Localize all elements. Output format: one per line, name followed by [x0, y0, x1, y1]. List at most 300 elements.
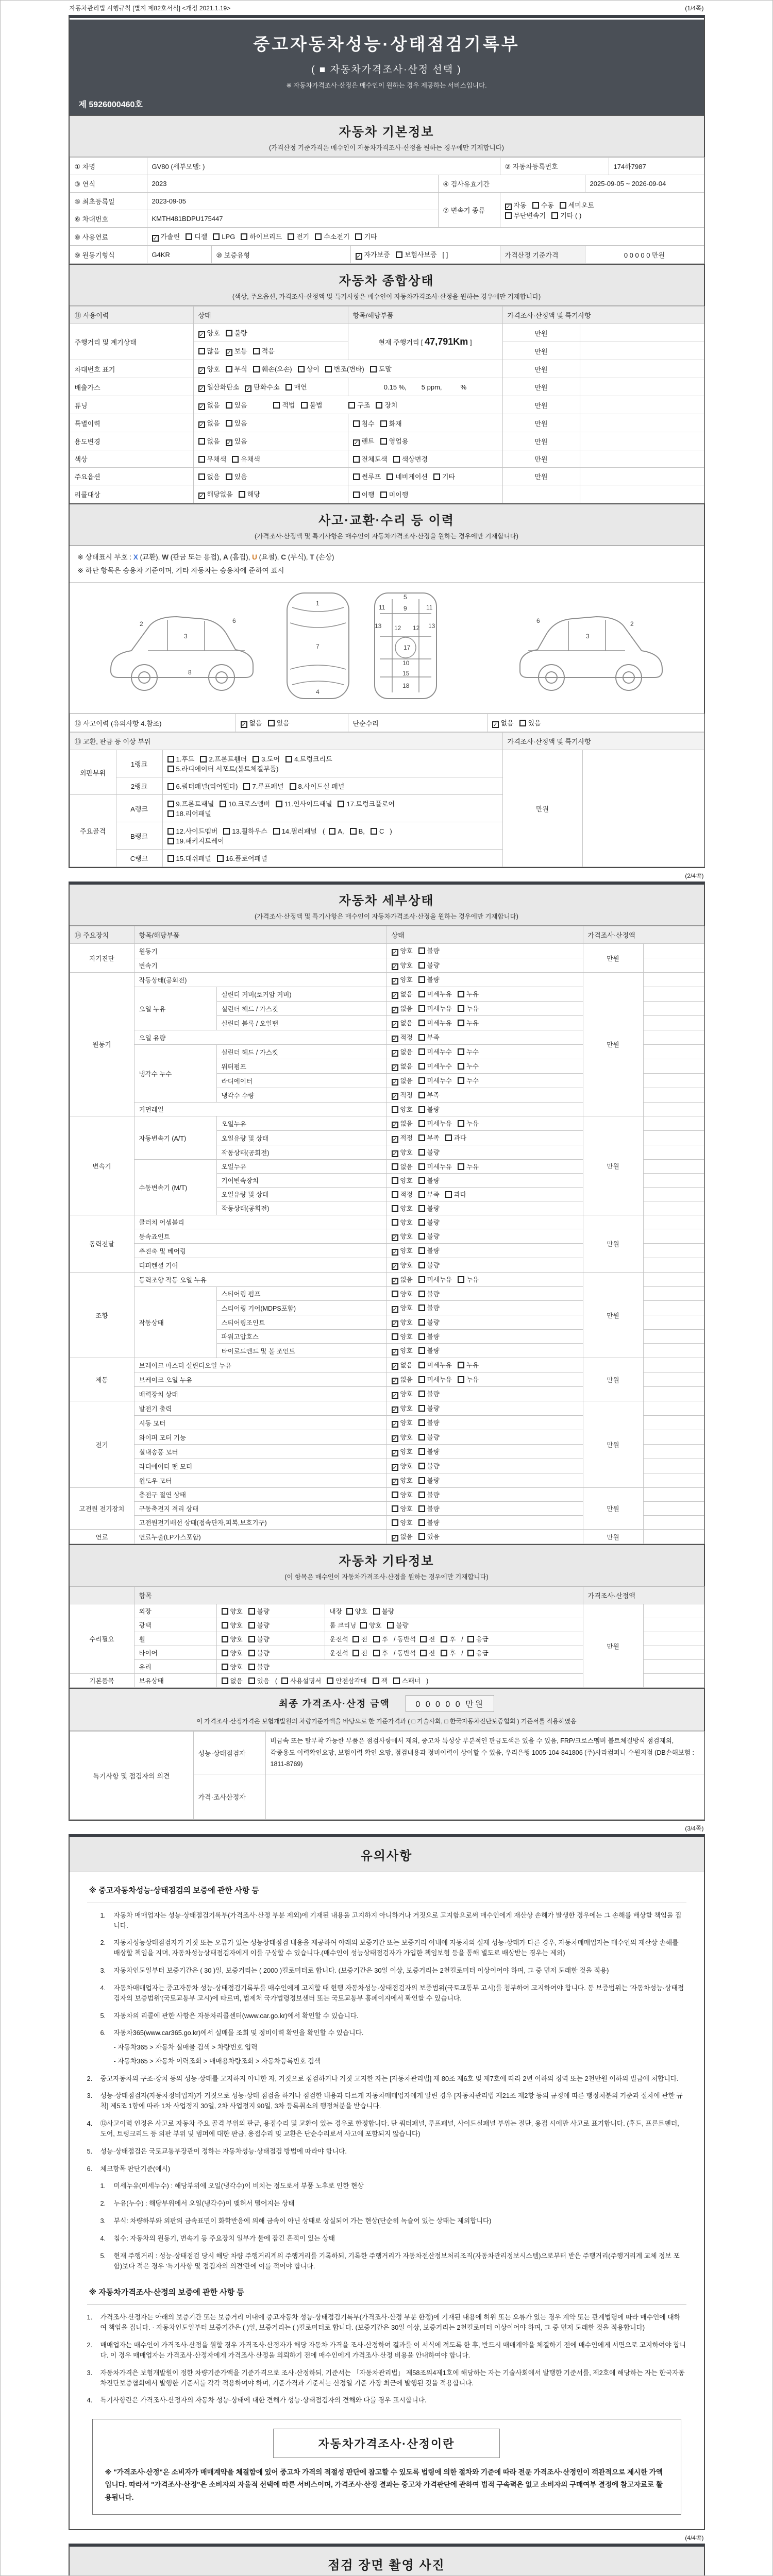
checkbox-checked-icon[interactable]	[392, 1249, 398, 1256]
checkbox-option[interactable]	[392, 1018, 413, 1028]
checkbox-icon[interactable]	[370, 366, 377, 372]
checkbox-icon[interactable]	[239, 491, 245, 498]
checkbox-option[interactable]	[392, 975, 413, 985]
checkbox-option[interactable]	[285, 382, 307, 392]
checkbox-option[interactable]	[198, 400, 220, 410]
checkbox-option[interactable]	[248, 1620, 270, 1630]
checkbox-icon[interactable]	[222, 1650, 228, 1656]
checkbox-icon[interactable]	[445, 1191, 452, 1198]
checkbox-option[interactable]	[386, 471, 428, 481]
checkbox-checked-icon[interactable]	[198, 367, 205, 374]
checkbox-icon[interactable]	[467, 1636, 474, 1642]
checkbox-icon[interactable]	[167, 783, 174, 790]
checkbox-icon[interactable]	[248, 1664, 255, 1670]
checkbox-option[interactable]	[392, 1432, 413, 1442]
checkbox-icon[interactable]	[222, 1608, 228, 1615]
checkbox-icon[interactable]	[393, 1677, 400, 1684]
checkbox-icon[interactable]	[392, 1163, 398, 1170]
checkbox-icon[interactable]	[505, 212, 512, 219]
checkbox-icon[interactable]	[393, 456, 400, 463]
checkbox-icon[interactable]	[371, 828, 377, 835]
checkbox-option[interactable]	[392, 1061, 413, 1071]
checkbox-option[interactable]	[167, 799, 214, 808]
checkbox-option[interactable]	[418, 1346, 440, 1355]
checkbox-option[interactable]	[353, 436, 375, 446]
checkbox-icon[interactable]	[418, 1304, 425, 1311]
checkbox-icon[interactable]	[445, 1134, 452, 1141]
checkbox-option[interactable]	[392, 1105, 413, 1114]
checkbox-option[interactable]	[248, 1662, 270, 1671]
checkbox-checked-icon[interactable]	[392, 1278, 398, 1284]
checkbox-icon[interactable]	[418, 1034, 425, 1041]
checkbox-option[interactable]	[392, 1317, 413, 1327]
checkbox-option[interactable]	[392, 1476, 413, 1485]
checkbox-option[interactable]	[285, 754, 332, 764]
checkbox-icon[interactable]	[418, 1319, 425, 1326]
checkbox-icon[interactable]	[376, 402, 382, 409]
checkbox-icon[interactable]	[458, 1276, 464, 1283]
checkbox-option[interactable]	[392, 1204, 413, 1213]
checkbox-icon[interactable]	[253, 366, 260, 372]
checkbox-icon[interactable]	[420, 1650, 427, 1656]
checkbox-option[interactable]	[329, 827, 344, 835]
checkbox-icon[interactable]	[198, 473, 205, 480]
checkbox-checked-icon[interactable]	[392, 1392, 398, 1399]
checkbox-icon[interactable]	[418, 1177, 425, 1184]
checkbox-icon[interactable]	[458, 1063, 464, 1070]
checkbox-option[interactable]	[392, 1217, 413, 1227]
checkbox-icon[interactable]	[223, 828, 230, 835]
checkbox-icon[interactable]	[226, 473, 232, 480]
checkbox-checked-icon[interactable]	[392, 1378, 398, 1384]
checkbox-icon[interactable]	[418, 1362, 425, 1368]
checkbox-option[interactable]	[360, 1620, 381, 1630]
checkbox-checked-icon[interactable]	[392, 1479, 398, 1485]
checkbox-option[interactable]	[445, 1190, 466, 1199]
checkbox-icon[interactable]	[253, 348, 260, 354]
checkbox-icon[interactable]	[298, 366, 305, 372]
checkbox-icon[interactable]	[441, 1650, 447, 1656]
checkbox-icon[interactable]	[467, 1650, 474, 1656]
checkbox-icon[interactable]	[352, 1650, 359, 1656]
checkbox-option[interactable]	[392, 1332, 413, 1341]
checkbox-option[interactable]	[418, 1476, 440, 1485]
checkbox-icon[interactable]	[373, 1650, 380, 1656]
checkbox-option[interactable]	[392, 1275, 413, 1284]
checkbox-checked-icon[interactable]	[392, 963, 398, 970]
checkbox-option[interactable]	[392, 1246, 413, 1256]
checkbox-option[interactable]	[346, 1606, 367, 1616]
checkbox-icon[interactable]	[226, 420, 232, 427]
checkbox-option[interactable]	[418, 960, 440, 970]
checkbox-option[interactable]	[380, 489, 409, 499]
checkbox-option[interactable]	[458, 1018, 479, 1027]
checkbox-option[interactable]	[418, 975, 440, 984]
checkbox-option[interactable]	[418, 1105, 440, 1114]
checkbox-icon[interactable]	[458, 1163, 464, 1170]
checkbox-icon[interactable]	[222, 1636, 228, 1642]
checkbox-icon[interactable]	[167, 801, 174, 807]
checkbox-option[interactable]	[186, 231, 207, 241]
checkbox-icon[interactable]	[458, 991, 464, 997]
checkbox-checked-icon[interactable]	[198, 403, 205, 410]
checkbox-option[interactable]	[458, 1275, 479, 1284]
checkbox-option[interactable]	[222, 1648, 243, 1657]
checkbox-checked-icon[interactable]	[392, 1234, 398, 1241]
checkbox-option[interactable]	[418, 1162, 452, 1171]
checkbox-option[interactable]	[167, 826, 218, 836]
checkbox-icon[interactable]	[198, 348, 205, 354]
checkbox-option[interactable]	[418, 1461, 440, 1470]
checkbox-icon[interactable]	[243, 783, 250, 790]
checkbox-checked-icon[interactable]	[392, 1320, 398, 1327]
checkbox-option[interactable]	[222, 1606, 243, 1616]
checkbox-icon[interactable]	[418, 976, 425, 983]
checkbox-checked-icon[interactable]	[152, 235, 159, 242]
checkbox-icon[interactable]	[392, 1519, 398, 1526]
checkbox-icon[interactable]	[167, 810, 174, 817]
checkbox-option[interactable]	[445, 1133, 466, 1142]
checkbox-option[interactable]	[198, 382, 240, 392]
checkbox-checked-icon[interactable]	[353, 439, 360, 446]
checkbox-checked-icon[interactable]	[392, 978, 398, 985]
checkbox-checked-icon[interactable]	[392, 1535, 398, 1541]
checkbox-icon[interactable]	[248, 1650, 255, 1656]
checkbox-option[interactable]	[418, 1004, 452, 1013]
checkbox-icon[interactable]	[213, 233, 220, 240]
checkbox-icon[interactable]	[346, 1608, 353, 1615]
checkbox-icon[interactable]	[418, 991, 425, 997]
checkbox-icon[interactable]	[418, 1134, 425, 1141]
checkbox-icon[interactable]	[392, 1219, 398, 1226]
checkbox-option[interactable]	[467, 1634, 489, 1643]
checkbox-icon[interactable]	[327, 1677, 333, 1684]
checkbox-icon[interactable]	[198, 438, 205, 445]
checkbox-icon[interactable]	[285, 756, 292, 762]
checkbox-option[interactable]	[392, 960, 413, 970]
checkbox-option[interactable]	[376, 400, 397, 410]
checkbox-icon[interactable]	[418, 1233, 425, 1240]
checkbox-option[interactable]	[248, 1634, 270, 1643]
checkbox-option[interactable]	[392, 1518, 413, 1527]
checkbox-icon[interactable]	[418, 1376, 425, 1383]
checkbox-option[interactable]	[551, 210, 581, 220]
checkbox-option[interactable]	[458, 1047, 479, 1056]
checkbox-option[interactable]	[167, 754, 195, 764]
checkbox-option[interactable]	[418, 1061, 452, 1071]
checkbox-option[interactable]	[243, 781, 283, 791]
checkbox-option[interactable]	[418, 1190, 440, 1199]
checkbox-option[interactable]	[418, 1447, 440, 1456]
checkbox-icon[interactable]	[396, 251, 402, 258]
checkbox-option[interactable]	[222, 1662, 243, 1671]
checkbox-icon[interactable]	[226, 402, 232, 409]
checkbox-option[interactable]	[315, 231, 349, 241]
checkbox-option[interactable]	[420, 1634, 435, 1643]
checkbox-option[interactable]	[418, 1076, 452, 1085]
checkbox-icon[interactable]	[418, 1463, 425, 1469]
checkbox-icon[interactable]	[380, 492, 387, 498]
checkbox-icon[interactable]	[373, 1636, 380, 1642]
checkbox-option[interactable]	[198, 471, 220, 481]
checkbox-icon[interactable]	[186, 233, 192, 240]
checkbox-icon[interactable]	[373, 1608, 380, 1615]
checkbox-checked-icon[interactable]	[392, 1435, 398, 1442]
checkbox-option[interactable]	[222, 1620, 243, 1630]
checkbox-option[interactable]	[392, 1504, 413, 1513]
checkbox-checked-icon[interactable]	[392, 1363, 398, 1370]
checkbox-option[interactable]	[433, 471, 455, 481]
checkbox-checked-icon[interactable]	[492, 721, 499, 728]
checkbox-option[interactable]	[392, 1532, 413, 1541]
checkbox-icon[interactable]	[441, 1636, 447, 1642]
checkbox-option[interactable]	[198, 364, 220, 374]
checkbox-option[interactable]	[222, 1676, 243, 1685]
checkbox-icon[interactable]	[241, 233, 247, 240]
checkbox-checked-icon[interactable]	[505, 204, 512, 210]
checkbox-option[interactable]	[213, 233, 235, 241]
checkbox-icon[interactable]	[418, 1477, 425, 1484]
checkbox-icon[interactable]	[248, 1622, 255, 1629]
checkbox-checked-icon[interactable]	[392, 1007, 398, 1013]
checkbox-option[interactable]	[245, 382, 279, 392]
checkbox-checked-icon[interactable]	[241, 721, 247, 728]
checkbox-option[interactable]	[418, 1090, 440, 1099]
checkbox-option[interactable]	[392, 1032, 413, 1042]
checkbox-option[interactable]	[223, 826, 267, 836]
checkbox-option[interactable]	[441, 1648, 456, 1657]
checkbox-icon[interactable]	[329, 828, 335, 835]
checkbox-icon[interactable]	[352, 1636, 359, 1642]
checkbox-icon[interactable]	[458, 1362, 464, 1368]
checkbox-icon[interactable]	[315, 233, 322, 240]
checkbox-option[interactable]	[492, 718, 514, 728]
checkbox-icon[interactable]	[222, 1622, 228, 1629]
checkbox-option[interactable]	[371, 827, 384, 835]
checkbox-option[interactable]	[226, 400, 247, 410]
checkbox-icon[interactable]	[418, 1505, 425, 1512]
checkbox-option[interactable]	[356, 249, 390, 260]
checkbox-icon[interactable]	[288, 233, 294, 240]
checkbox-option[interactable]	[418, 1217, 440, 1227]
checkbox-icon[interactable]	[281, 1677, 288, 1684]
checkbox-option[interactable]	[418, 1147, 440, 1157]
checkbox-option[interactable]	[418, 1403, 440, 1413]
checkbox-option[interactable]	[418, 1317, 440, 1327]
checkbox-option[interactable]	[392, 1490, 413, 1499]
checkbox-option[interactable]	[248, 1606, 270, 1616]
checkbox-icon[interactable]	[418, 1492, 425, 1498]
checkbox-option[interactable]	[392, 1289, 413, 1298]
checkbox-option[interactable]	[458, 1118, 479, 1128]
checkbox-icon[interactable]	[418, 1333, 425, 1340]
checkbox-option[interactable]	[392, 1260, 413, 1270]
checkbox-option[interactable]	[505, 200, 527, 210]
checkbox-option[interactable]	[276, 799, 332, 808]
checkbox-option[interactable]	[392, 1004, 413, 1013]
checkbox-icon[interactable]	[167, 828, 174, 835]
checkbox-option[interactable]	[418, 1246, 440, 1255]
checkbox-option[interactable]	[355, 231, 377, 241]
checkbox-option[interactable]	[519, 718, 541, 727]
checkbox-icon[interactable]	[392, 1492, 398, 1498]
checkbox-option[interactable]	[217, 853, 267, 863]
checkbox-icon[interactable]	[380, 438, 387, 445]
checkbox-icon[interactable]	[458, 1048, 464, 1055]
checkbox-option[interactable]	[418, 1176, 440, 1185]
checkbox-icon[interactable]	[232, 456, 239, 463]
checkbox-icon[interactable]	[167, 855, 174, 862]
checkbox-option[interactable]	[290, 781, 345, 791]
checkbox-icon[interactable]	[418, 1434, 425, 1440]
checkbox-option[interactable]	[458, 1375, 479, 1384]
checkbox-option[interactable]	[226, 436, 247, 446]
checkbox-checked-icon[interactable]	[245, 385, 251, 392]
checkbox-option[interactable]	[373, 1676, 388, 1685]
checkbox-option[interactable]	[198, 489, 233, 499]
checkbox-icon[interactable]	[387, 1622, 394, 1629]
checkbox-option[interactable]	[392, 1447, 413, 1456]
checkbox-checked-icon[interactable]	[392, 1093, 398, 1100]
checkbox-option[interactable]	[392, 1133, 413, 1143]
checkbox-checked-icon[interactable]	[392, 1064, 398, 1071]
checkbox-icon[interactable]	[433, 473, 440, 480]
checkbox-option[interactable]	[392, 1162, 413, 1171]
checkbox-option[interactable]	[392, 1147, 413, 1157]
checkbox-option[interactable]	[353, 471, 381, 481]
checkbox-option[interactable]	[418, 1518, 440, 1527]
checkbox-option[interactable]	[418, 1432, 440, 1442]
checkbox-option[interactable]	[198, 454, 227, 464]
checkbox-icon[interactable]	[285, 384, 292, 391]
checkbox-checked-icon[interactable]	[198, 421, 205, 428]
checkbox-option[interactable]	[253, 754, 280, 764]
checkbox-checked-icon[interactable]	[392, 1021, 398, 1028]
checkbox-option[interactable]	[232, 454, 260, 464]
checkbox-icon[interactable]	[353, 456, 360, 463]
checkbox-option[interactable]	[167, 764, 279, 773]
checkbox-option[interactable]	[253, 364, 292, 374]
checkbox-icon[interactable]	[418, 962, 425, 969]
checkbox-option[interactable]	[418, 1047, 452, 1056]
checkbox-checked-icon[interactable]	[392, 1122, 398, 1128]
checkbox-icon[interactable]	[353, 473, 360, 480]
checkbox-icon[interactable]	[418, 1247, 425, 1254]
checkbox-option[interactable]	[198, 328, 220, 338]
checkbox-option[interactable]	[560, 200, 594, 210]
checkbox-option[interactable]	[152, 231, 180, 242]
checkbox-icon[interactable]	[290, 783, 296, 790]
checkbox-option[interactable]	[418, 1360, 452, 1369]
checkbox-icon[interactable]	[418, 1191, 425, 1198]
checkbox-icon[interactable]	[392, 1106, 398, 1113]
checkbox-option[interactable]	[241, 718, 262, 728]
checkbox-option[interactable]	[418, 1118, 452, 1128]
checkbox-icon[interactable]	[350, 828, 357, 835]
checkbox-option[interactable]	[418, 1204, 440, 1213]
checkbox-option[interactable]	[393, 454, 428, 464]
checkbox-option[interactable]	[418, 1375, 452, 1384]
checkbox-option[interactable]	[220, 799, 270, 808]
checkbox-icon[interactable]	[222, 1677, 228, 1684]
checkbox-icon[interactable]	[458, 1120, 464, 1127]
checkbox-option[interactable]	[458, 1360, 479, 1369]
checkbox-option[interactable]	[418, 1032, 440, 1042]
checkbox-icon[interactable]	[198, 456, 205, 463]
checkbox-icon[interactable]	[458, 1005, 464, 1012]
checkbox-icon[interactable]	[418, 1276, 425, 1283]
checkbox-option[interactable]	[239, 489, 260, 499]
checkbox-option[interactable]	[393, 1676, 421, 1685]
checkbox-option[interactable]	[273, 826, 317, 836]
checkbox-option[interactable]	[392, 1303, 413, 1313]
checkbox-icon[interactable]	[226, 330, 232, 336]
checkbox-option[interactable]	[373, 1606, 394, 1616]
checkbox-option[interactable]	[167, 781, 238, 791]
checkbox-icon[interactable]	[167, 766, 174, 772]
checkbox-option[interactable]	[226, 471, 247, 481]
checkbox-option[interactable]	[420, 1648, 435, 1657]
checkbox-option[interactable]	[505, 210, 546, 220]
checkbox-option[interactable]	[392, 1418, 413, 1428]
checkbox-option[interactable]	[418, 1275, 452, 1284]
checkbox-icon[interactable]	[418, 1120, 425, 1127]
checkbox-icon[interactable]	[360, 1622, 367, 1629]
checkbox-icon[interactable]	[392, 1505, 398, 1512]
checkbox-option[interactable]	[418, 1260, 440, 1269]
checkbox-checked-icon[interactable]	[392, 1464, 398, 1471]
checkbox-icon[interactable]	[420, 1636, 427, 1642]
checkbox-icon[interactable]	[273, 828, 280, 835]
checkbox-checked-icon[interactable]	[198, 331, 205, 338]
checkbox-option[interactable]	[380, 418, 402, 428]
checkbox-icon[interactable]	[418, 1347, 425, 1354]
checkbox-checked-icon[interactable]	[226, 439, 232, 446]
checkbox-option[interactable]	[418, 1018, 452, 1027]
checkbox-option[interactable]	[418, 1303, 440, 1312]
checkbox-option[interactable]	[288, 231, 309, 241]
checkbox-icon[interactable]	[418, 1419, 425, 1426]
checkbox-icon[interactable]	[248, 1636, 255, 1642]
checkbox-option[interactable]	[392, 1461, 413, 1471]
checkbox-icon[interactable]	[418, 1205, 425, 1212]
checkbox-option[interactable]	[226, 328, 247, 337]
checkbox-option[interactable]	[418, 1504, 440, 1513]
checkbox-checked-icon[interactable]	[392, 992, 398, 999]
checkbox-option[interactable]	[392, 1076, 413, 1086]
checkbox-option[interactable]	[458, 1004, 479, 1013]
checkbox-icon[interactable]	[353, 492, 360, 498]
checkbox-option[interactable]	[167, 836, 224, 845]
checkbox-icon[interactable]	[418, 1092, 425, 1098]
checkbox-option[interactable]	[353, 489, 375, 499]
checkbox-checked-icon[interactable]	[198, 385, 205, 392]
checkbox-option[interactable]	[273, 400, 295, 410]
checkbox-icon[interactable]	[418, 1219, 425, 1226]
checkbox-option[interactable]	[248, 1648, 270, 1657]
checkbox-option[interactable]	[418, 1231, 440, 1241]
checkbox-option[interactable]	[281, 1676, 321, 1685]
checkbox-option[interactable]	[325, 364, 364, 374]
checkbox-icon[interactable]	[248, 1677, 255, 1684]
checkbox-checked-icon[interactable]	[392, 1450, 398, 1456]
checkbox-checked-icon[interactable]	[356, 253, 362, 260]
checkbox-option[interactable]	[392, 1118, 413, 1128]
checkbox-option[interactable]	[241, 231, 282, 241]
checkbox-option[interactable]	[418, 1532, 440, 1541]
checkbox-icon[interactable]	[276, 801, 282, 807]
checkbox-option[interactable]	[392, 1346, 413, 1355]
